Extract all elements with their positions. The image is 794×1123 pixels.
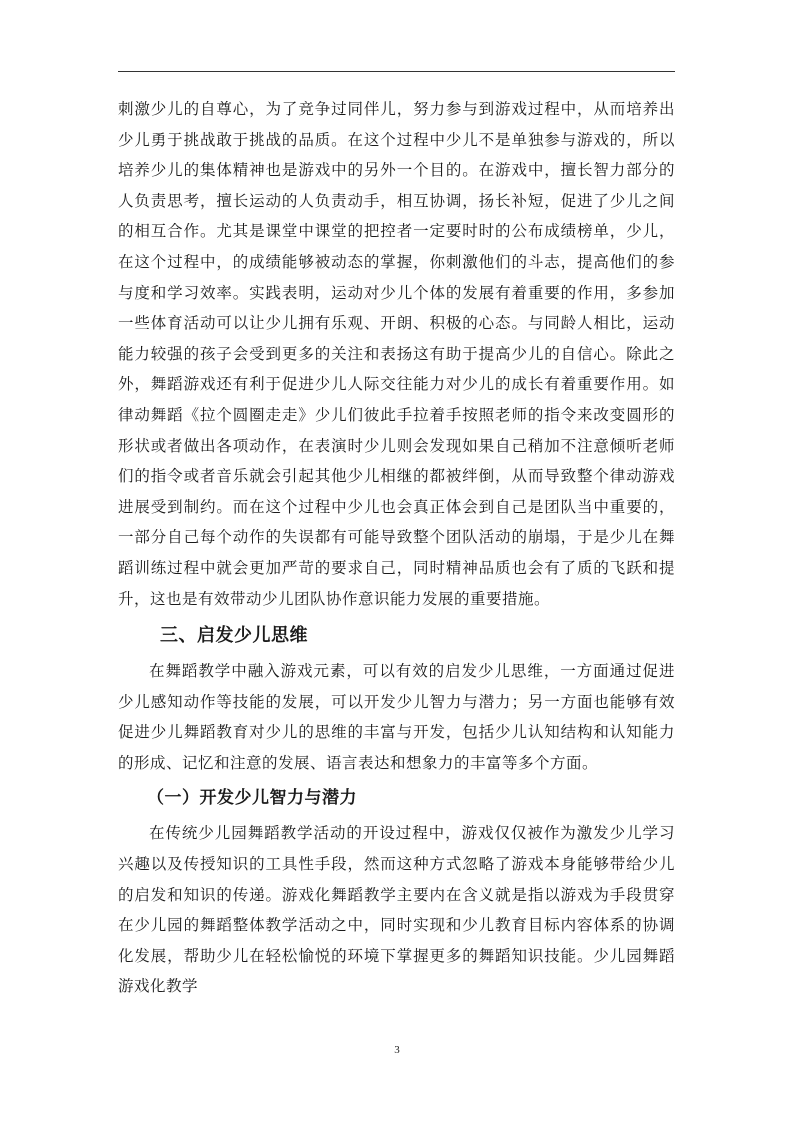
- subsection-heading: （一）开发少儿智力与潜力: [147, 788, 357, 809]
- page-number: 3: [394, 1044, 400, 1056]
- body-paragraph: 在传统少儿园舞蹈教学活动的开设过程中，游戏仅仅被作为激发少儿学习兴趣以及传授知识的工具性手段，然而这种方式忽略了游戏本身能够带给少儿的启发和知识的传递。游戏化舞蹈教学主要内在含义就是指以游戏为手段贯穿在少儿园的舞蹈整体教学活动之中，同时实现和少儿教育目标内容体系的协调化发展，帮助少儿在轻松愉悦的环境下掌握更多的舞蹈知识技能。少儿园舞蹈游戏化教学: [118, 824, 675, 996]
- body-paragraph: 刺激少儿的自尊心，为了竞争过同伴儿，努力参与到游戏过程中，从而培养出少儿勇于挑战敢于挑战的品质。在这个过程中少儿不是单独参与游戏的，所以培养少儿的集体精神也是游戏中的另外一个目的。在游戏中，擅长智力部分的人负责思考，擅长运动的人负责动手，相互协调，扬长补短，促进了少儿之间的相互合作。尤其是课堂中课堂的把控者一定要时时的公布成绩榜单，少儿，在这个过程中，的成绩能够被动态的掌握，你刺激他们的斗志，提高他们的参与度和学习效率。实践表明，运动对少儿个体的发展有着重要的作用，多参加一些体育活动可以让少儿拥有乐观、开朗、积极的心态。与同龄人相比，运动能力较强的孩子会受到更多的关注和表扬这有助于提高少儿的自信心。除此之外，舞蹈游戏还有利于促进少儿人际交往能力对少儿的成长有着重要作用。如律动舞蹈《拉个圆圈走走》少儿们彼此手拉着手按照老师的指令来改变圆形的形状或者做出各项动作，在表演时少儿则会发现如果自己稍加不注意倾听老师们的指令或者音乐就会引起其他少儿相继的都被绊倒，从而导致整个律动游戏进展受到制约。而在这个过程中少儿也会真正体会到自己是团队当中重要的，一部分自己每个动作的失误都有可能导致整个团队活动的崩塌，于是少儿在舞蹈训练过程中就会更加严苛的要求自己，同时精神品质也会有了质的飞跃和提升，这也是有效带动少儿团队协作意识能力发展的重要措施。: [118, 100, 675, 608]
- body-paragraph: 在舞蹈教学中融入游戏元素，可以有效的启发少儿思维，一方面通过促进少儿感知动作等技能的发展，可以开发少儿智力与潜力；另一方面也能够有效促进少儿舞蹈教育对少儿的思维的丰富与开发，包括少儿认知结构和认知能力的形成、记忆和注意的发展、语言表达和想象力的丰富等多个方面。: [118, 662, 675, 772]
- header-rule: [118, 71, 675, 72]
- section-heading: 三、启发少儿思维: [160, 625, 308, 647]
- document-body: [118, 94, 675, 1002]
